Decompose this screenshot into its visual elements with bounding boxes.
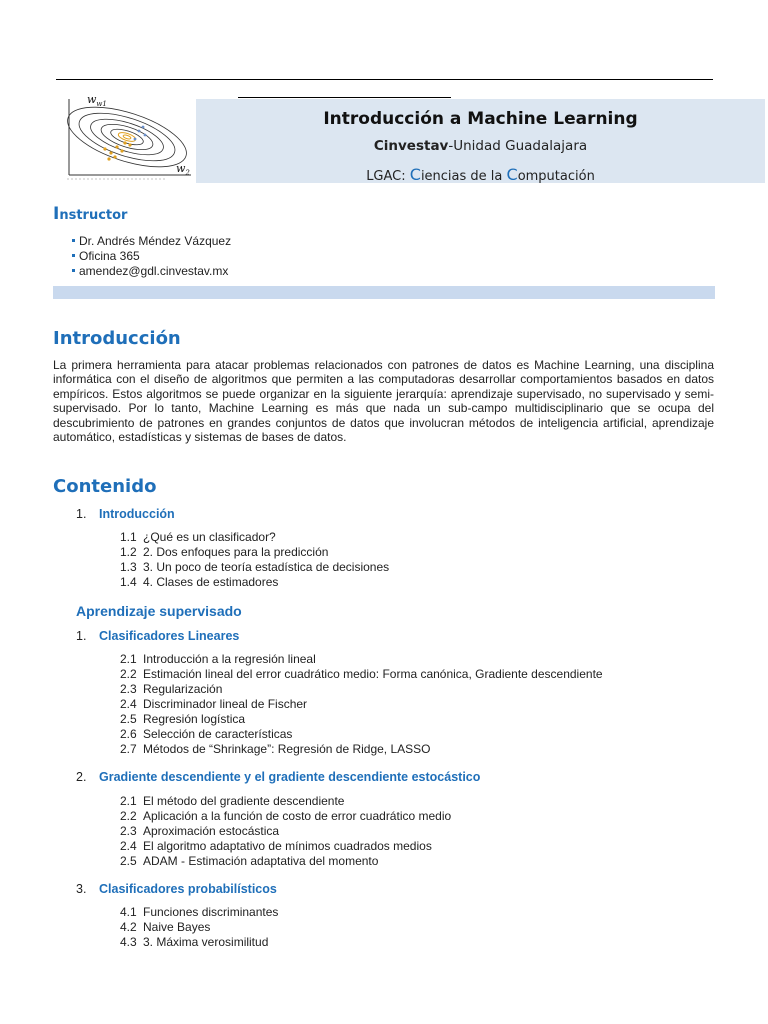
top-rule [56, 79, 713, 80]
item-text: Regularización [143, 682, 223, 696]
item-number: 1.4 [120, 575, 137, 589]
list-item [120, 854, 451, 869]
section-1-title: Introducción [99, 507, 175, 521]
list-item [120, 545, 389, 560]
header [53, 95, 713, 185]
supervised-section-2-number: 2. [76, 770, 87, 784]
lgac-mid: iencias de la [420, 169, 507, 184]
item-text: Discriminador lineal de Fischer [143, 697, 308, 711]
item-number: 2.2 [120, 809, 137, 823]
list-item [120, 920, 278, 935]
institution-unit: -Unidad Guadalajara [448, 138, 588, 154]
axis-label-w1: $w_{w1}$ [87, 93, 107, 109]
item-number: 4.1 [120, 905, 137, 919]
list-item [120, 530, 389, 545]
item-text: Naive Bayes [143, 920, 211, 934]
list-item [120, 935, 278, 950]
item-number: 2.3 [120, 682, 137, 696]
list-item [120, 824, 451, 839]
item-number: 4.2 [120, 920, 137, 934]
short-rule [238, 97, 451, 98]
gradient-contour-figure [55, 95, 195, 183]
lgac-cap-c2: C [506, 165, 518, 184]
institution-name: Cinvestav [373, 138, 449, 154]
list-item [120, 905, 278, 920]
supervised-section-2-title: Gradiente descendiente y el gradiente descendiente estocástico [99, 770, 481, 784]
list-item [120, 697, 603, 712]
instructor-email[interactable]: amendez@gdl.cinvestav.mx [72, 264, 231, 279]
item-number: 1.3 [120, 560, 137, 574]
item-text: Aplicación a la función de costo de error cuadrático medio [143, 809, 452, 823]
item-text: Estimación lineal del error cuadrático medio: Forma canónica, Gradiente descendiente [143, 667, 603, 681]
item-text: 4. Clases de estimadores [143, 575, 279, 589]
list-item [120, 712, 603, 727]
supervised-section-1-title: Clasificadores Lineares [99, 629, 240, 643]
instructor-office: Oficina 365 [72, 249, 231, 264]
instructor-list [72, 234, 231, 279]
item-text: Funciones discriminantes [143, 905, 279, 919]
instructor-heading-rest: nstructor [59, 208, 128, 223]
supervised-section-2-list [120, 794, 451, 869]
list-item [120, 794, 451, 809]
item-text: Métodos de “Shrinkage”: Regresión de Ridge, LASSO [143, 742, 431, 756]
item-text: Introducción a la regresión lineal [143, 652, 316, 666]
item-number: 2.2 [120, 667, 137, 681]
list-item [120, 667, 603, 682]
list-item [120, 575, 389, 590]
section-1-number: 1. [76, 507, 87, 521]
section-divider-bar [53, 286, 715, 299]
introduccion-paragraph: La primera herramienta para atacar problemas relacionados con patrones de datos es Machine Learning, una disciplina informática con el diseño de algoritmos que permiten a las computadoras desarrollar comportamientos basados en datos empíricos. Estos algoritmos se puede organizar en la siguiente jerarquía: aprendizaje supervisado, no supervisado y semi-supervisado. Por lo tanto, Machine Learning es más que nada un sub-campo multidisciplinario que se ocupa del descubrimiento de patrones en grandes conjuntos de datos que involucran métodos de inteligencia artificial, aprendizaje automático, estadísticas y sistemas de bases de datos. [53, 358, 714, 445]
item-text: El método del gradiente descendiente [143, 794, 345, 808]
item-number: 2.3 [120, 824, 137, 838]
item-text: El algoritmo adaptativo de mínimos cuadrados medios [143, 839, 432, 853]
course-banner [196, 99, 765, 183]
institution-line [196, 138, 765, 154]
supervised-section-2-heading [76, 770, 480, 784]
list-item [120, 682, 603, 697]
item-number: 2.5 [120, 854, 137, 868]
lgac-cap-c1: C [409, 165, 421, 184]
item-number: 2.6 [120, 727, 137, 741]
item-text: ADAM - Estimación adaptativa del momento [143, 854, 379, 868]
instructor-name: Dr. Andrés Méndez Vázquez [72, 234, 231, 249]
item-text: Aproximación estocástica [143, 824, 280, 838]
list-item [120, 560, 389, 575]
item-text: 3. Un poco de teoría estadística de decisiones [143, 560, 390, 574]
supervised-section-1-list [120, 652, 603, 757]
supervised-section-3-heading [76, 882, 277, 896]
list-item [120, 652, 603, 667]
list-item [120, 742, 603, 757]
item-number: 1.1 [120, 530, 137, 544]
item-number: 4.3 [120, 935, 137, 949]
item-text: 2. Dos enfoques para la predicción [143, 545, 329, 559]
course-title: Introducción a Machine Learning [323, 109, 638, 129]
supervised-section-1-number: 1. [76, 629, 87, 643]
item-number: 2.4 [120, 697, 137, 711]
item-text: ¿Qué es un clasificador? [143, 530, 276, 544]
w1-subscript: w1 [96, 100, 107, 109]
supervised-heading: Aprendizaje supervisado [76, 603, 242, 619]
supervised-section-3-number: 3. [76, 882, 87, 896]
lgac-line [196, 165, 765, 184]
axis-label-w2: $w_2$ [176, 162, 190, 178]
item-text: Selección de características [143, 727, 293, 741]
instructor-heading [53, 204, 127, 224]
section-1-list [120, 530, 389, 590]
w2-subscript: 2 [185, 169, 190, 178]
item-number: 2.4 [120, 839, 137, 853]
lgac-prefix: LGAC: [366, 169, 410, 184]
item-text: 3. Máxima verosimilitud [143, 935, 269, 949]
contenido-title: Contenido [53, 476, 157, 497]
item-text: Regresión logística [143, 712, 246, 726]
list-item [120, 809, 451, 824]
contour-plot-icon [55, 95, 195, 183]
item-number: 2.7 [120, 742, 137, 756]
instructor-heading-cap: I [53, 204, 60, 224]
item-number: 2.1 [120, 794, 137, 808]
lgac-end: omputación [517, 169, 595, 184]
supervised-section-3-list [120, 905, 278, 950]
supervised-section-3-title: Clasificadores probabilísticos [99, 882, 277, 896]
item-number: 2.1 [120, 652, 137, 666]
section-1-heading [76, 507, 175, 521]
list-item [120, 727, 603, 742]
item-number: 2.5 [120, 712, 137, 726]
supervised-section-1-heading [76, 629, 239, 643]
list-item [120, 839, 451, 854]
introduccion-title: Introducción [53, 328, 181, 349]
item-number: 1.2 [120, 545, 137, 559]
